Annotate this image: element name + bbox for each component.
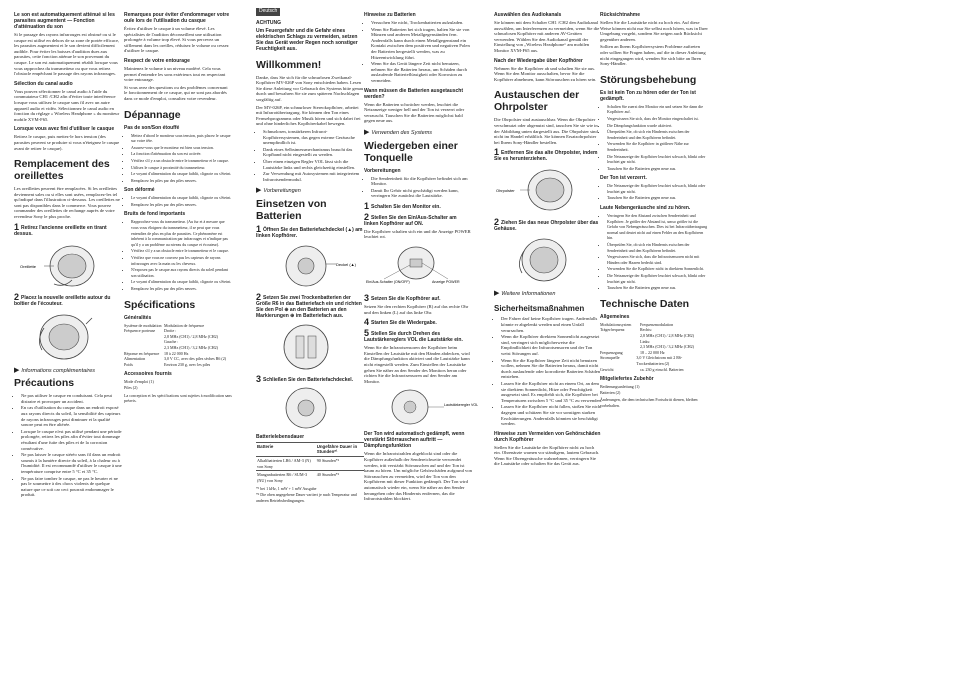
respect-title: Respect de votre entourage xyxy=(124,57,190,64)
channel-title: Sélection du canal audio xyxy=(14,80,73,87)
step-3: 3 Setzen Sie die Kopfhörer auf. xyxy=(364,293,441,304)
replace-text: Les oreillettes peuvent être remplacées. Si les oreillettes deviennent sales ou si elles sont usées, remplacez-les tel qu'indiqué dans l'illustration ci-dessous. Les oreillettes ne sont pas disponibles dans le commerce. Vous pouvez commander des oreillettes de rechange auprès de votre revendeur Sony le plus proche. xyxy=(14,186,120,220)
battery-notes: *¹ bei 1 kHz, 1 mW + 1 mW Ausgabe *² Die oben angegebene Dauer variiert je nach Temperatur und anderen Betriebsbedingungen. xyxy=(256,486,357,503)
list-item: • Tauschen Sie die Batterien gegen neue aus. xyxy=(607,285,708,291)
welcome-heading: Willkommen! xyxy=(256,58,322,71)
accessories-text: Mode d'emploi (1) Piles (2) xyxy=(124,379,154,390)
earpad-attach-figure xyxy=(14,310,122,362)
general-title: Allgemeines xyxy=(600,313,630,320)
step-2: 2 Ziehen Sie das neue Ohrpolster über das Gehäuse. xyxy=(494,217,599,233)
specs-heading: Spécifications xyxy=(124,298,196,311)
list-item: • En cas d'utilisation du casque dans un endroit exposé aux rayons directs du soleil, la sensibilité des capteurs de rayons infrarouges peut diminuer et la qualité sonore peut en être altérée. xyxy=(21,405,122,427)
table-header-row xyxy=(256,442,364,456)
figure-label-switch: Ein/Aus-Schalter (ON/OFF) xyxy=(366,280,410,285)
distorted-list xyxy=(124,195,232,207)
battery-hints-title: Hinweise zu Batterien xyxy=(364,12,416,18)
using-heading: ▶ Verwenden des Systems xyxy=(364,128,433,136)
column-5 xyxy=(494,8,602,469)
battery-lid-figure xyxy=(256,242,364,290)
distorted-list xyxy=(600,183,708,201)
list-item: • Rapprochez-vous du transmetteur. (Au fur et à mesure que vous vous éloignez du transmetteur, il se peut que vous entendiez de plus en plus de parasites. Ce phénomène est inhérent à la communication par infrarouges et n'indique pas qu'il y a un problème au niveau du casque et écouteur). xyxy=(131,219,232,247)
intro-text: Si le passage des rayons infrarouges est obstrué ou si le casque est utilisé en dehors de sa zone de portée efficace, les parasites augmentent et le son devient difficilement audible. Pour éviter les baisses d'audition dues aux parasites, cette fonction atténue le son provenant du casque. Le son est automatiquement rétabli lorsque vous vous rapprochez du transmetteur ou que vous retirez l'obstacle empêchant le passage des rayons infrarouges. xyxy=(14,32,120,77)
spec-row: Frequenzgang 18 – 22 000 Hz xyxy=(600,349,665,355)
column-2 xyxy=(124,8,232,406)
column-4 xyxy=(364,8,479,504)
table-header: Batterie xyxy=(256,442,316,456)
step-1: 1 Schalten Sie den Monitor ein. xyxy=(364,200,441,211)
list-item: • Vérifiez s'il y a un obstacle entre le transmetteur et le casque. xyxy=(131,248,232,254)
distorted-title: Son déformé xyxy=(124,187,155,194)
list-item: • Schalten Sie zuerst den Monitor ein und setzen Sie dann die Kopfhörer auf. xyxy=(607,104,708,115)
list-item: • Lorsque le casque n'est pas utilisé pendant une période prolongée, retirez les piles afin d'éviter tout dommage résultant d'une fuite des piles et de la corrosion consécutive. xyxy=(21,429,122,451)
spec-row: 2,3 MHz (CH1) / 3,2 MHz (CH2) xyxy=(640,344,694,350)
battery-life-title: Batterielebensdauer xyxy=(256,433,305,440)
safety-list xyxy=(494,316,602,426)
features-list xyxy=(256,129,364,182)
welcome-text-2: Der MV-026P, ein schnurloser Stereokopfhörer, arbeitet mit Infrarotübertragung. Sie können den Ton eines Fernsehprogramms oder Musik hören und sich dabei frei und ohne hinderliches Kopfhörerkabel bewegen. xyxy=(256,104,361,127)
after-use-text: Retirez le casque, puis mettez-le hors tension (des parasites peuvent se produire si vous n'éteignez le casque avant de retirer le casque). xyxy=(14,134,120,151)
step-2-text: Die Kopfhörer schalten sich ein und die Anzeige POWER leuchtet rot. xyxy=(364,228,471,240)
list-item: • Wenn Sie die Kopfhörer längere Zeit nicht benutzen wollen, nehmen Sie die Batterien heraus, damit nicht durch auslaufende oder korrodierte Batterien Schäden entstehen. xyxy=(501,358,602,380)
spec-row: Modulationssystem Frequenzmodulation xyxy=(600,321,674,327)
spec-row: 2,8 MHz (CH1) / 2,8 MHz (CH2) xyxy=(640,332,694,338)
spec-row: Système de modulation Modulation de fréquence xyxy=(124,322,205,328)
after-playback-title: Nach der Wiedergabe über Kopfhörer xyxy=(494,57,583,64)
list-item: • Vérifiez que vous ne couvrez pas les capteurs de rayons infrarouges avec la main ou les cheveux. xyxy=(131,255,232,266)
after-playback-text: Nehmen Sie die Kopfhörer ab und schalten Sie sie aus. Wenn Sie den Monitor ausschalten, bevor Sie die Kopfhörer abnehmen, kann Störrauschen zu hören sein. xyxy=(494,65,597,82)
list-item: • Vérifiez s'il y a un obstacle entre le transmetteur et le casque. xyxy=(131,158,232,164)
spec-row: Gauche : xyxy=(164,339,179,345)
hearing-title: Hinweise zum Vermeiden von Gehörschäden durch Kopfhörer xyxy=(494,430,601,443)
list-item: • Assurez-vous que le moniteur est bien sous tension. xyxy=(131,145,232,151)
list-item: • La fonction d'atténuation du son est activée. xyxy=(131,151,232,157)
noise-list xyxy=(600,213,708,291)
notes-text: Évitez d'utiliser le casque à un volume élevé. Les spécialistes de l'audition déconseillent une utilisation prolongée à volume trop élevé. Si vous percevez un sifflement dans les oreilles, réduisez le volume ou cessez d'utiliser le casque. xyxy=(124,26,229,54)
list-item: • Remplacez les piles par des piles neuves. xyxy=(131,202,232,208)
list-item: • Überprüfen Sie, ob sich ein Hindernis zwischen der Sendeeinheit und den Kopfhörern befindet. xyxy=(607,242,708,253)
figure-label-lid: Deckel (▲) xyxy=(336,261,356,267)
consideration-text-2: Sollten an Ihrem Kopfhörersystem Probleme auftreten oder sollten Sie Fragen haben, auf die in dieser Anleitung nicht eingegangen wird, wenden Sie sich bitte an Ihren Sony-Händler. xyxy=(600,44,706,67)
welcome-text: Danke, dass Sie sich für die schnurlosen Zweikanal-Kopfhörer MV-026P von Sony entschieden haben. Lesen Sie diese Anleitung vor Gebrauch des Systems bitte genau durch und bewahren Sie sie zum späteren Nachschlagen sorgfältig auf. xyxy=(256,74,364,102)
replace-when-text: Wenn die Batterien schwächer werden, leuchtet die Netzanzeige weniger hell und der Ton ist verzerrt oder verrauscht. Tauschen Sie die Batterien möglichst bald gegen neue aus. xyxy=(364,101,465,124)
prep-list xyxy=(364,176,472,199)
step-5-text: Wenn Sie die Infrarotsensoren der Kopfhörer beim Einstellen der Lautstärke mit den Händen abdecken, wird die Dämpfungsfunktion aktiviert und die Lautstärke kann nicht eingestellt werden. Zum Einstellen der Lautstärke gehen Sie näher an den Sender des Monitors heran oder richten Sie die Infrarotsensoren auf den Sender am Monitor. xyxy=(364,345,470,384)
tech-data-heading: Technische Daten xyxy=(600,297,690,310)
noise-list xyxy=(124,219,232,291)
audio-channel-text: Sie können mit dem Schalter CH1 /CH2 den Audiokanal auswählen, um Interferenzen zu vermeiden, wenn Sie die schnurlosen Kopfhörer mit anderen AV-Geräten verwenden. Wählen Sie den Audiokanal gemäß der Einstellung von „Wireless Headphone“ am mobilen Monitor XVM-F65 aus. xyxy=(494,20,600,53)
list-item: • Wenn Sie das Gerät längere Zeit nicht benutzen, nehmen Sie die Batterien heraus, um Schäden durch auslaufende Batterieflüssigkeit oder Korrosion zu vermeiden. xyxy=(371,61,472,83)
battery-hints-list xyxy=(364,20,472,84)
list-item: • Wenn die Kopfhörer direktem Sonnenlicht ausgesetzt sind, verringert sich möglicherweise die Empfindlichkeit der Infrarotsensoren und der Ton weist Störungen auf. xyxy=(501,334,602,356)
list-item: • Die Netzanzeige der Kopfhörer leuchtet schwach, blinkt oder leuchtet gar nicht. xyxy=(607,273,708,284)
list-item: • Die Dämpfungsfunktion wurde aktiviert. xyxy=(607,123,708,129)
notes-title: Remarques pour éviter d'endommager votre ouïe lors de l'utilisation du casque xyxy=(124,12,230,24)
consideration-title: Rücksichtnahme xyxy=(600,12,641,18)
replace-when-title: Wann müssen die Batterien ausgetauscht werden? xyxy=(364,87,464,100)
audio-channel-title: Auswählen des Audiokanals xyxy=(494,12,562,18)
troubleshooting-heading: Dépannage xyxy=(124,108,181,121)
list-item: • Überprüfen Sie, ob sich ein Hindernis zwischen der Sendeeinheit und den Kopfhörern befindet. xyxy=(607,129,708,140)
design-note: Änderungen, die dem technischen Fortschritt dienen, bleiben vorbehalten. xyxy=(600,397,698,408)
figure-label-earpad: Ohrpolster xyxy=(496,188,515,194)
no-sound-list xyxy=(600,104,708,172)
list-item: • Vergewissern Sie sich, dass die Infrarotsensoren nicht mit Händen oder Haaren bedeckt sind. xyxy=(607,254,708,265)
more-info-heading: ▶ Weitere Informationen xyxy=(494,290,556,298)
list-item: • Der Fahrer darf keine Kopfhörer tragen. Andernfalls könnte er abgelenkt werden und einen Unfall verursachen. xyxy=(501,316,602,333)
battery-insert-figure xyxy=(256,322,364,372)
spec-table xyxy=(124,323,232,368)
battery-heading: Einsetzen von Batterien xyxy=(256,197,327,222)
battery-life-table xyxy=(256,442,364,485)
accessories-title: Accessoires fournis xyxy=(124,371,172,378)
list-item: • Le voyant d'alimentation du casque faiblit, clignote ou s'éteint. xyxy=(131,279,232,285)
step-2: 2 Setzen Sie zwei Trockenbatterien der Größe R6 in das Batteriefach ein und richten Sie den Pol ⊕ an den Batterien an den Markierungen ⊕ im Batteriefach aus. xyxy=(256,291,362,319)
list-item: • Verringern Sie den Abstand zwischen Sendeeinheit und Kopfhörer. Je größer der Abstand ist, umso größer ist die Gefahr von Nebengeräuschen. Dies ist bei Infrarotübertragung normal und deutet nicht auf einen Fehler an den Kopfhörern hin. xyxy=(607,213,708,241)
spec-row: Gewicht ca. 230 g einschl. Batterien xyxy=(600,366,684,372)
list-item: • Mettez d'abord le moniteur sous tension, puis placez le casque sur votre tête. xyxy=(131,133,232,144)
precautions-heading: Précautions xyxy=(14,377,75,390)
contact-text: Si vous avez des questions ou des problèmes concernant le fonctionnement de ce casque, qui ne sont pas abordés dans ce mode d'emploi, consultez votre revendeur. xyxy=(124,84,228,101)
list-item: • Ne pas utiliser le casque en conduisant. Cela peut distraire et provoquer un accident. xyxy=(21,393,122,404)
step-1: 1 Öffnen Sie den Batteriefachdeckel (▲) am linken Kopfhörer. xyxy=(256,223,363,239)
playback-heading: Wiedergeben einer Tonquelle xyxy=(364,139,458,164)
list-item: • Tauschen Sie die Batterien gegen neue aus. xyxy=(607,166,708,172)
precautions-list xyxy=(14,393,122,498)
spec-row: Fréquence porteuse Droite : xyxy=(124,328,177,334)
earpad-remove-figure xyxy=(494,165,602,215)
achtung-title: ACHTUNG xyxy=(256,19,281,26)
hearing-text: Stellen Sie die Lautstärke der Kopfhörer nicht zu hoch ein. Ohrenärzte warnen vor ständigem, lautem Gebrauch. Wenn Sie Ohrengeräusche wahrnehmen, verringern Sie die Lautstärke oder schalten Sie das Gerät aus. xyxy=(494,444,600,467)
list-item: • Verwenden Sie die Kopfhörer nicht in direktem Sonnenlicht. xyxy=(607,266,708,272)
step-5: 5 Stellen Sie durch Drehen des Lautstärkereglers VOL die Lautstärke ein. xyxy=(364,328,463,344)
list-item: • Lassen Sie die Kopfhörer nicht an einem Ort, an dem sie direktem Sonnenlicht, Hitze oder Feuchtigkeit ausgesetzt sind. Es empfiehlt sich, die Kopfhörer bei Temperaturen zwischen 5 °C und 35 °C zu verwenden. xyxy=(501,381,602,403)
table-row: Manganbatterien R6 / SUM-3 (NU) von Sony 40 Stunden*² xyxy=(256,471,364,485)
list-item: • Die Sendeeinheit für die Kopfhörer befindet sich am Monitor. xyxy=(371,176,472,187)
spec-row: Trägerfrequenz Rechts: xyxy=(600,327,652,333)
column-6 xyxy=(600,8,708,411)
list-item: • Die Netzanzeige der Kopfhörer leuchtet schwach, blinkt oder leuchtet gar nicht. xyxy=(607,154,708,165)
list-item: • Lassen Sie die Kopfhörer nicht fallen, stoßen Sie nicht dagegen und schützen Sie sie vor sonstigen starken Erschütterungen. Andernfalls könnten sie beschädigt werden. xyxy=(501,404,602,426)
achtung-text: Um Feuergefahr und die Gefahr eines elektrischen Schlags zu vermeiden, setzen Sie das Gerät weder Regen noch sonstiger Feuchtigkeit aus. xyxy=(256,27,358,52)
list-item: • Damit Ihr Gehör nicht geschädigt werden kann, verringern Sie zunächst die Lautstärke. xyxy=(371,188,472,199)
troubleshooting-heading: Störungsbehebung xyxy=(600,73,697,86)
replace-heading: Remplacement des oreillettes xyxy=(14,158,110,183)
step-2: 2 Stellen Sie den Ein/Aus-Schalter am linken Kopfhörer auf ON. xyxy=(364,211,457,227)
list-item: • N'exposez pas le casque aux rayons directs du soleil pendant son utilisation. xyxy=(131,267,232,278)
list-item: • Le voyant d'alimentation du casque faiblit, clignote ou s'éteint. xyxy=(131,171,232,177)
earpad-removal-figure xyxy=(14,240,122,290)
earpad-fit-figure xyxy=(494,235,602,285)
prep-title: Vorbereitungen xyxy=(364,167,401,174)
list-item: • Versuchen Sie nicht, Trockenbatterien aufzuladen. xyxy=(371,20,472,26)
no-sound-title: Pas de son/Son étouffé xyxy=(124,124,180,131)
spec-row: 2,8 MHz (CH1) / 2,8 MHz (CH2) xyxy=(164,333,218,339)
tech-table xyxy=(600,322,708,372)
figure-label-power: Anzeige POWER xyxy=(432,280,460,285)
table-row: Alkalibatterien LR6 / AM-3 (N) von Sony 90 Stunden*² xyxy=(256,457,364,471)
earpad-text: Die Ohrpolster sind austauschbar. Wenn die Ohrpolster verschmutzt oder abgenutzt sind, tauschen Sie sie wie in der Abbildung unten dargestellt aus. Die Ohrpolster sind nicht im Handel erhältlich. Sie können Ersatzohrpolster bei Ihrem Sony-Händler bestellen. xyxy=(494,117,598,145)
step-3: 3 Schließen Sie den Batteriefachdeckel. xyxy=(256,373,354,384)
intro-title: Le son est automatiquement atténué si les parasites augmentent — Fonction d'atténuation du son xyxy=(14,12,115,30)
list-item: • Verwenden Sie die Kopfhörer in größerer Nähe zur Sendeeinheit. xyxy=(607,141,708,152)
design-note: La conception et les spécifications sont sujettes à modification sans préavis. xyxy=(124,392,232,404)
language-tag: Deutsch xyxy=(256,8,280,16)
distorted-title: Der Ton ist verzerrt. xyxy=(600,175,647,182)
noise-title: Laute Nebengeräusche sind zu hören. xyxy=(600,205,691,212)
attenuation-title: Der Ton wird automatisch gedämpft, wenn verstärkt Störrauschen auftritt — Dämpfungsfunktion xyxy=(364,431,465,450)
list-item: • Die Netzanzeige der Kopfhörer leuchtet schwach, blinkt oder leuchtet gar nicht. xyxy=(607,183,708,194)
list-item: • Ne pas faire tomber le casque, ne pas le heurter et ne pas le soumettre à des chocs violents de quelque nature que ce soit car ceci pourrait endommager le produit. xyxy=(21,476,122,498)
spec-row: Links: xyxy=(640,338,651,344)
step-1: 1 Retirez l'ancienne oreillette en tirant dessus. xyxy=(14,221,107,237)
list-item: • Remplacez les piles par des piles neuves. xyxy=(131,286,232,292)
consideration-text: Stellen Sie die Lautstärke nicht zu hoch ein. Auf diese Weise können nicht nur Sie selbst noch hören, was in Ihrer Umgebung vorgeht, sondern Sie zeigen auch Rücksicht gegenüber anderen. xyxy=(600,20,708,42)
list-item: • Vergewissern Sie sich, dass der Monitor eingeschaltet ist. xyxy=(607,116,708,122)
respect-text: Maintenez le volume à un niveau modéré. Cela vous permet d'entendre les sons extérieurs tout en respectant votre entourage. xyxy=(124,65,226,83)
info-heading: ▶ Informations complémentaires xyxy=(14,366,96,374)
step-2: 2 Placez la nouvelle oreillette autour du boîtier de l'écouteur. xyxy=(14,291,111,307)
list-item: • Le voyant d'alimentation du casque faiblit, clignote ou s'éteint. xyxy=(131,195,232,201)
noise-title: Bruits de fond importants xyxy=(124,211,186,218)
spec-row: 2,3 MHz (CH1) / 3,2 MHz (CH2) xyxy=(164,344,218,350)
list-item: • Über einen einzigen Regler VOL lässt sich die Lautstärke links und rechts gleichzeitig einstellen. xyxy=(263,159,364,170)
column-3 xyxy=(256,8,364,505)
figure-label-earpad: Oreillette xyxy=(20,263,37,269)
list-item: • Wenn Sie Batterien bei sich tragen, halten Sie sie von Münzen und anderen Metallgegenständen fern. Andernfalls kann durch einen Metallgegenstand ein Kontakt zwischen dem positiven und negativen Polen der Batterien hergestellt werden, was zu Hitzeentwicklung führt. xyxy=(371,27,472,61)
step-1: 1 Entfernen Sie das alte Ohrpolster, indem Sie es herunterziehen. xyxy=(494,147,598,163)
spec-row: Stromquelle 3,0 V Gleichstrom mit 2 R6-Trockenbatterien (2) xyxy=(600,355,683,366)
accessories-title: Mitgeliefertes Zubehör xyxy=(600,376,654,383)
earpad-heading: Austauschen der Ohrpolster xyxy=(494,89,580,114)
list-item: • Zur Verwendung mit Autosystemen mit integriertem Infrarotsendermodul. xyxy=(263,171,364,182)
spec-row: Alimentation 3,0 V CC, avec des piles sèches R6 (2) xyxy=(124,356,227,362)
list-item: • Ne pas laisser le casque stéréo sans fil dans un endroit soumis à la lumière directe du soleil, à la chaleur ou à l'humidité. Il est recommandé d'utiliser le casque à une température comprise entre 5 °C et 35 °C. xyxy=(21,452,122,474)
preparation-heading: ▶ Vorbereitungen xyxy=(256,187,301,195)
power-switch-figure xyxy=(364,243,472,291)
no-sound-list xyxy=(124,133,232,184)
step-3-text: Setzen Sie den rechten Kopfhörer (R) auf das rechte Ohr und den linken (L) auf das linke Ohr. xyxy=(364,304,469,315)
list-item: • Tauschen Sie die Batterien gegen neue aus. xyxy=(607,195,708,201)
general-title: Généralités xyxy=(124,314,152,321)
list-item: • Schnurlosen, tonstärkeren Infrarot-Kopfhörersystemen, das gegen externe Geräusche unempfindlich ist. xyxy=(263,129,364,146)
safety-heading: Sicherheitsmaßnahmen xyxy=(494,303,585,313)
list-item: • Dank eines Selbstmessmechanismus braucht das Kopfband nicht eingestellt zu werden. xyxy=(263,147,364,158)
spec-row: Réponse en fréquence 18 à 22 000 Hz xyxy=(124,350,189,356)
accessories-text: Bedienungsanleitung (1) Batterien (2) xyxy=(600,384,640,395)
list-item: • Utilisez le casque à proximité du transmetteur. xyxy=(131,165,232,171)
figure-label-volume: Lautstärkeregler VOL xyxy=(444,403,479,408)
channel-text: Vous pouvez sélectionner le canal audio à l'aide du commutateur CH1 /CH2 afin d'éviter toute interférence lorsque vous utilisez le casque sans fil avec un autre appareil audio et vidéo. Sélectionnez le canal audio en fonction du réglage « Wireless Headphone » du moniteur mobile XVM-F65. xyxy=(14,88,120,122)
step-4: 4 Starten Sie die Wiedergabe. xyxy=(364,317,437,328)
attenuation-text: Wenn die Infrarotstrahlen abgeblockt sind oder die Kopfhörer außerhalb der Sendereichweite verwendet werden, tritt verstärkt Störrauschen auf und der Ton ist kaum zu hören. Um mögliche Gehörschäden aufgrund von Störrauschen zu vermeiden, wird der Ton von den Kopfhörern mit dieser Funktion gedämpft. Der Ton wird automatisch wieder ein, wenn Sie näher an den Sender herangehen oder das Hindernis entfernen, das die Infrarotstrahlen blockiert. xyxy=(364,451,472,502)
table-header: Ungefähre Dauer in Stunden*¹ xyxy=(316,442,364,456)
spec-row: Poids Environ 230 g, avec les piles xyxy=(124,361,211,367)
after-use-title: Lorsque vous avez fini d'utiliser le casque xyxy=(14,126,115,133)
battery-close-figure xyxy=(256,386,364,430)
volume-figure xyxy=(364,387,479,427)
list-item: • Remplacez les piles par des piles neuves. xyxy=(131,178,232,184)
no-sound-title: Es ist kein Ton zu hören oder der Ton ist gedämpft. xyxy=(600,89,696,102)
column-1 xyxy=(14,8,122,500)
